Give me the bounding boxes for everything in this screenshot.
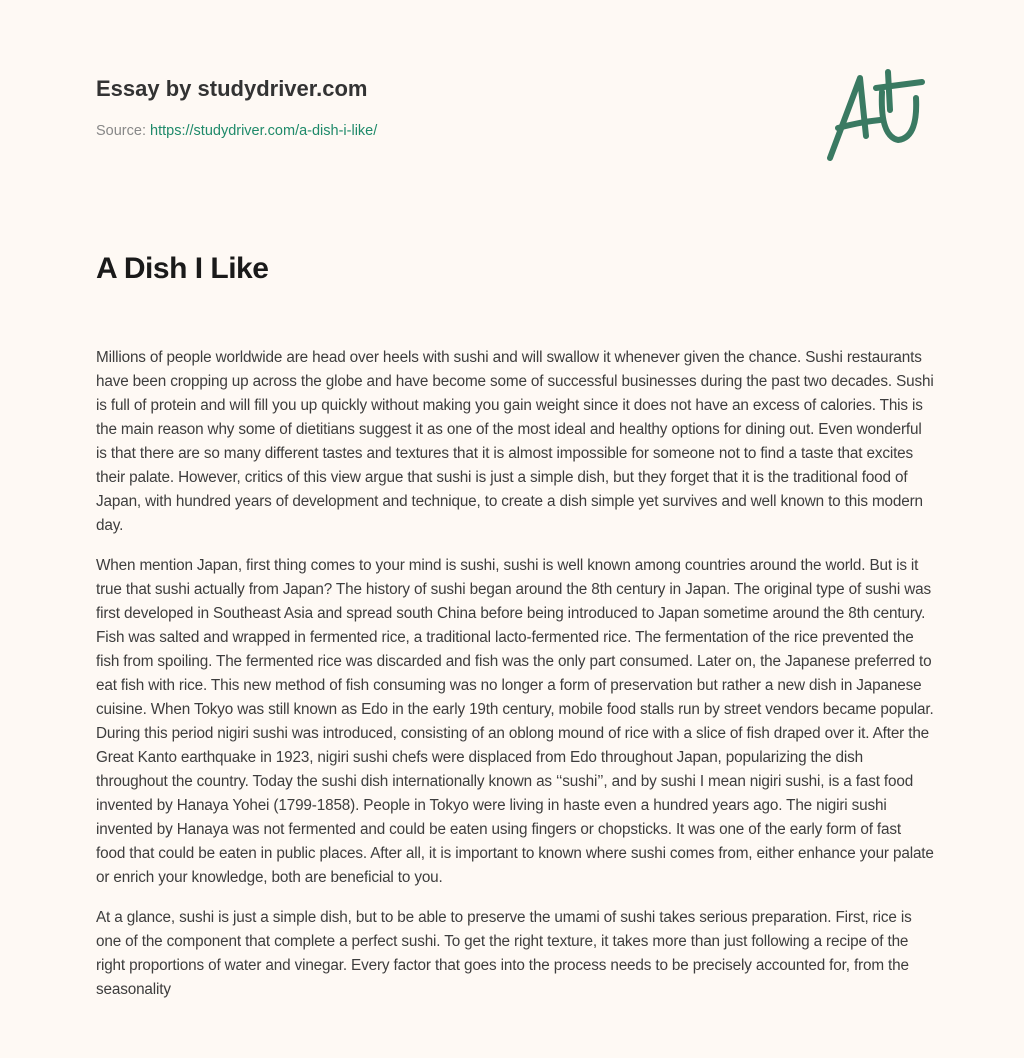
paragraph: When mention Japan, first thing comes to your mind is sushi, sushi is well known among countries around the world. But is it true that sushi actually from Japan? The history of sushi began around the 8th century in Japan. The original type of sushi was first developed in Southeast Asia and spread south China before being introduced to Japan sometime around the 8th century. Fish was salted and wrapped in fermented rice, a traditional lacto-fermented rice. The fermentation of the rice prevented the fish from spoiling. The fermented rice was discarded and fish was the only part consumed. Later on, the Japanese preferred to eat fish with rice. This new method of fish consuming was no longer a form of preservation but rather a new dish in Japanese cuisine. When Tokyo was still known as Edo in the early 19th century, mobile food stalls run by street vendors became popular. During this period nigiri sushi was introduced, consisting of an oblong mound of rice with a slice of fish draped over it. After the Great Kanto earthquake in 1923, nigiri sushi chefs were displaced from Edo throughout Japan, popularizing the dish throughout the country. Today the sushi dish internationally known as ‘‘sushi’’, and by sushi I mean nigiri sushi, is a fast food invented by Hanaya Yohei (1799-1858). People in Tokyo were living in haste even a hundred years ago. The nigiri sushi invented by Hanaya was not fermented and could be eaten using fingers or chopsticks. It was one of the early form of fast food that could be eaten in public places. After all, it is important to known where sushi comes from, either enhance your palate or enrich your knowledge, both are beneficial to you. (96, 557, 934, 886)
site-title: Essay by studydriver.com (96, 76, 368, 101)
source-line (96, 123, 377, 139)
paragraph: At a glance, sushi is just a simple dish, but to be able to preserve the umami of sushi takes serious preparation. First, rice is one of the component that complete a perfect sushi. To get the right texture, it takes more than just following a recipe of the right proportions of water and vinegar. Every factor that goes into the process needs to be precisely accounted for, from the seasonality (96, 909, 912, 998)
source-label: Source: (96, 123, 146, 139)
paragraph: Millions of people worldwide are head over heels with sushi and will swallow it whenever given the chance. Sushi restaurants have been cropping up across the globe and have become some of successful businesses during the past two decades. Sushi is full of protein and will fill you up quickly without making you gain weight since it does not have an excess of calories. This is the main reason why some of dietitians suggest it as one of the most ideal and healthy options for dining out. Even wonderful is that there are so many different tastes and textures that it is almost impossible for someone not to find a taste that excites their palate. However, critics of this view argue that sushi is just a simple dish, but they forget that it is the traditional food of Japan, with hundred years of development and technique, to create a dish simple yet survives and well known to this modern day. (96, 349, 934, 534)
article-body (96, 346, 934, 1018)
source-link[interactable]: https://studydriver.com/a-dish-i-like/ (150, 123, 378, 139)
article-title: A Dish I Like (96, 252, 269, 285)
a-plus-logo-icon (820, 66, 930, 166)
